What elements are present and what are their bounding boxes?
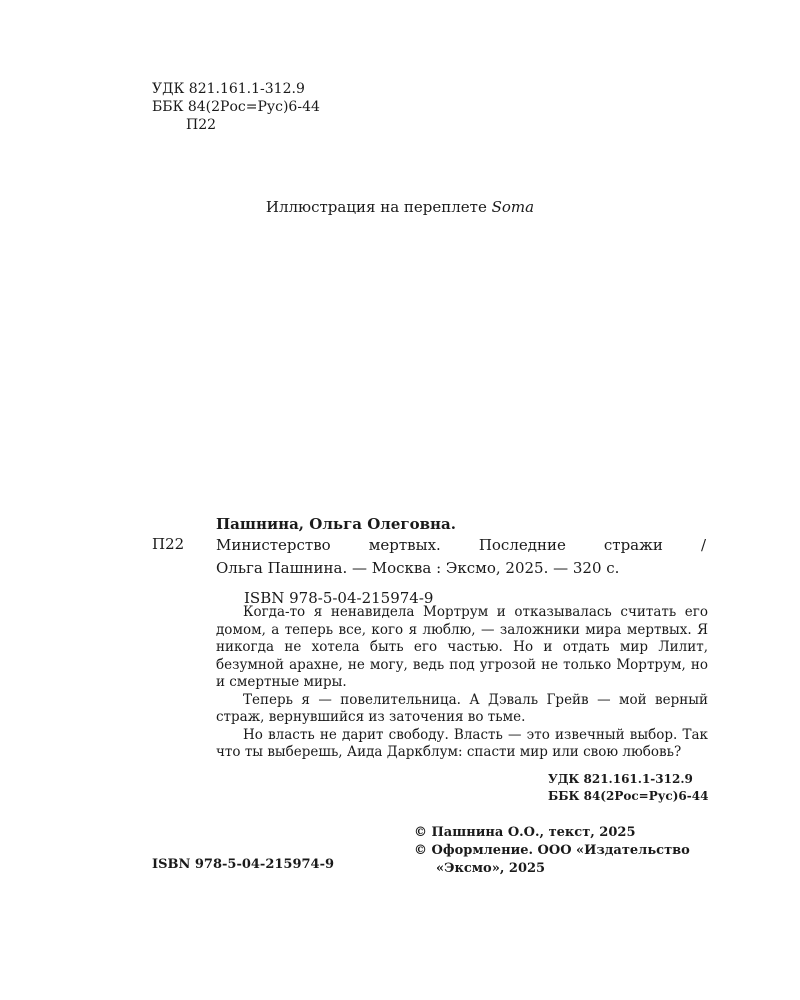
catalog-author: Пашнина, Ольга Олеговна.	[216, 515, 456, 533]
copyright-design: © Оформление. ООО «Издательство	[414, 843, 690, 858]
header-bbk-code: ББК 84(2Рос=Рус)6-44	[152, 99, 320, 115]
annotation-paragraph: Но власть не дарит свободу. Власть — это извечный выбор. Так что ты выберешь, Аида Даркблум: спасти мир или свою любовь?	[216, 726, 708, 760]
isbn-bottom: ISBN 978-5-04-215974-9	[152, 857, 335, 872]
footer-udk-code: УДК 821.161.1-312.9	[548, 772, 693, 786]
illustration-label: Иллюстрация на переплете	[265, 198, 487, 216]
annotation	[216, 604, 708, 762]
header-udk-code: УДК 821.161.1-312.9	[152, 81, 305, 97]
catalog-author-mark: П22	[152, 535, 185, 553]
header-author-mark: П22	[186, 117, 217, 133]
catalog-title-line-1: Министерство мертвых. Последние стражи /	[216, 536, 706, 554]
footer-classification-codes	[548, 771, 708, 805]
copyright-text: © Пашнина О.О., текст, 2025	[414, 825, 636, 840]
annotation-paragraph: Когда-то я ненавидела Мортрум и отказывалась считать его домом, а теперь все, кого я люблю, — заложники мира мертвых. Я никогда не хотела быть его частью. Но и отдать мир Лилит, безумной арахне, не могу, ведь под угрозой не только Мортрум, но и смертные миры.	[216, 604, 708, 690]
catalog-isbn: ISBN 978-5-04-215974-9	[244, 589, 434, 607]
illustration-credit	[0, 198, 800, 216]
copyright-block	[414, 824, 690, 878]
catalog-title-line-2: Ольга Пашнина. — Москва : Эксмо, 2025. — 320 с.	[216, 559, 620, 577]
copyright-design-continued: «Эксмо», 2025	[436, 861, 546, 876]
footer-bbk-code: ББК 84(2Рос=Рус)6-44	[548, 789, 709, 803]
header-classification-codes	[152, 80, 320, 134]
catalog-entry	[216, 514, 706, 608]
illustration-artist: Soma	[491, 198, 535, 216]
annotation-paragraph: Теперь я — повелительница. А Дэваль Грейв — мой верный страж, вернувшийся из заточения во тьме.	[216, 691, 708, 725]
